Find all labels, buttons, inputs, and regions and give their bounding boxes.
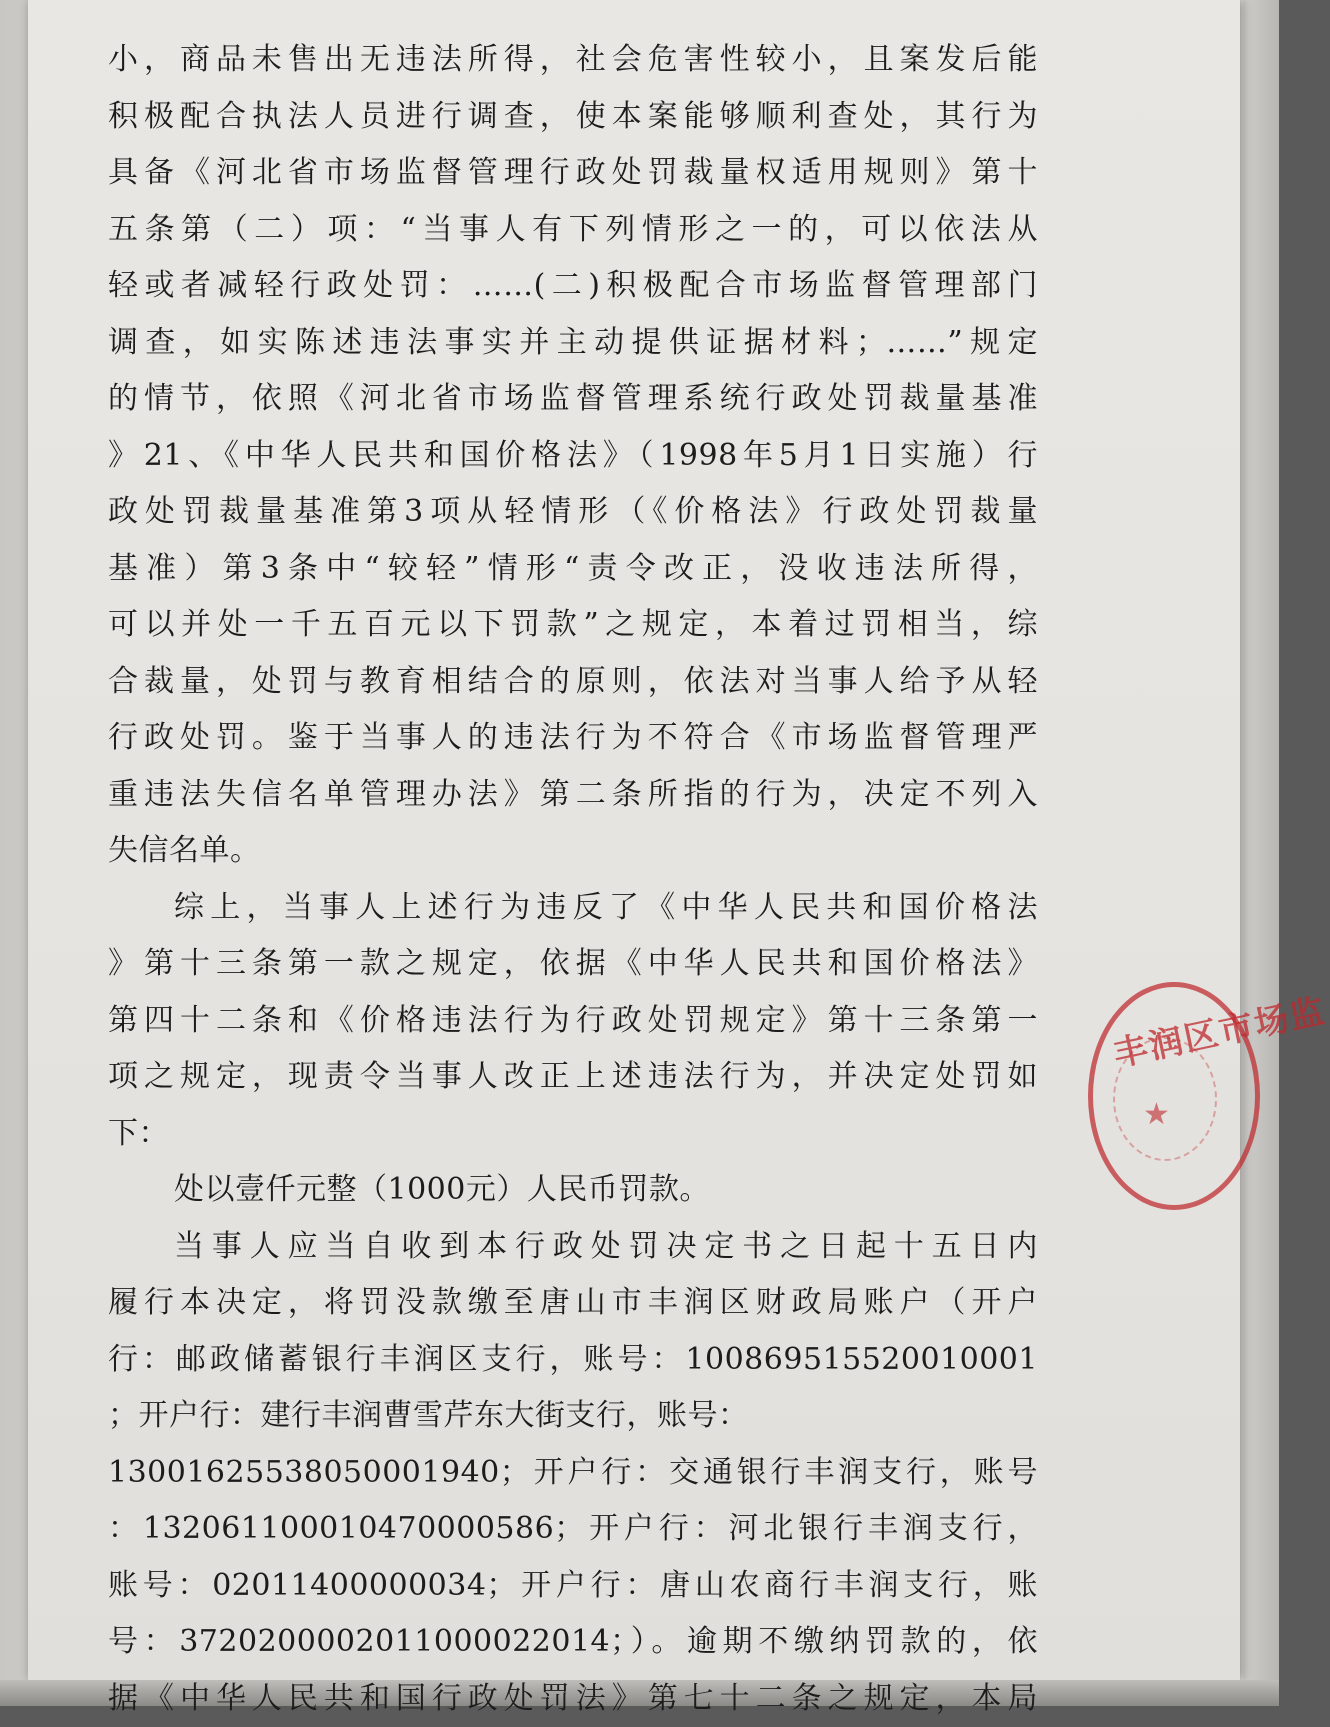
text-line: 行政处罚。鉴于当事人的违法行为不符合《市场监督管理严	[108, 710, 1038, 767]
text-line: 的情节，依照《河北省市场监督管理系统行政处罚裁量基准	[108, 371, 1038, 428]
text-line: ：13206110001047000058​6；开户行：河北银行丰润支行，	[108, 1501, 1038, 1558]
text-line: 履行本决定，将罚没款缴至唐山市丰润区财政局账户（开户	[108, 1275, 1038, 1332]
text-line: 基准）第3条中“较轻”情形“责令改正，没收违法所得，	[108, 541, 1038, 598]
text-line: 第四十二条和《价格违法行为行政处罚规定》第十三条第一	[108, 993, 1038, 1050]
text-line: 小，商品未售出无违法所得，社会危害性较小，且案发后能	[108, 32, 1038, 89]
document-body	[108, 32, 1038, 1727]
text-line: 具备《河北省市场监督管理行政处罚裁量权适用规则》第十	[108, 145, 1038, 202]
text-line: 》21、《中华人民共和国价格法》（1998年5月1日实施）行	[108, 428, 1038, 485]
text-line: 调查，如实陈述违法事实并主动提供证据材料；……”规定	[108, 315, 1038, 372]
text-line: 重违法失信名单管理办法》第二条所指的行为，决定不列入	[108, 767, 1038, 824]
text-line: 五条第（二）项：“当事人有下列情形之一的，可以依法从	[108, 202, 1038, 259]
paragraph-start-line: 综上，当事人上述行为违反了《中华人民共和国价格法	[108, 880, 1038, 937]
page-edge-right	[1243, 0, 1279, 1706]
text-line: 项之规定，现责令当事人改正上述违法行为，并决定处罚如	[108, 1049, 1038, 1106]
text-line: 13001625538050001940；开户行：交通银行丰润支行，账号	[108, 1445, 1038, 1502]
text-line: 积极配合执法人员进行调查，使本案能够顺利查处，其行为	[108, 89, 1038, 146]
official-seal-stamp	[1088, 982, 1260, 1210]
text-line: 下：	[108, 1106, 1038, 1163]
text-line: 行：邮政储蓄银行丰润区支行，账号：100869515520010001	[108, 1332, 1038, 1389]
text-line: ；开户行：建行丰润曹雪芹东大街支行，账号：	[108, 1388, 1038, 1445]
seal-text: 丰润区市场监	[1108, 983, 1329, 1076]
text-line: 失信名单。	[108, 823, 1038, 880]
text-line: 号：37202000020110000220​14；）。逾期不缴纳罚款的，依	[108, 1614, 1038, 1671]
text-line: 合裁量，处罚与教育相结合的原则，依法对当事人给予从轻	[108, 654, 1038, 711]
text-line: 账号：02011400000034；开户行：唐山农商行丰润支行，账	[108, 1558, 1038, 1615]
text-line: 》第十三条第一款之规定，依据《中华人民共和国价格法》	[108, 936, 1038, 993]
text-line: 据《中华人民共和国行政处罚法》第七十二条之规定，本局	[108, 1671, 1038, 1727]
text-line: 可以并处一千五百元以下罚款”之规定，本着过罚相当，综	[108, 597, 1038, 654]
text-line: 政处罚裁量基准第3项从轻情形（《价格法》行政处罚裁量	[108, 484, 1038, 541]
paragraph-start-line: 当事人应当自收到本行政处罚决定书之日起十五日内	[108, 1219, 1038, 1276]
text-line: 轻或者减轻行政处罚：……(二)积极配合市场监督管理部门	[108, 258, 1038, 315]
penalty-line: 处以壹仟元整（1000元）人民币罚款。	[108, 1162, 1038, 1219]
seal-star-icon: ★	[1143, 1097, 1170, 1132]
